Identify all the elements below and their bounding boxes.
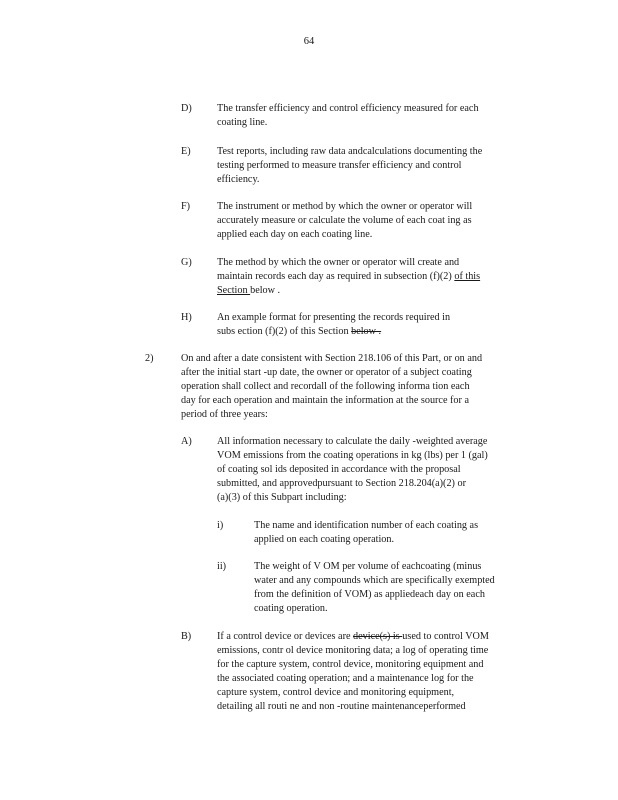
text-run: used to control VOM — [402, 631, 489, 642]
text-line: The weight of V OM per volume of eachcoating (minus — [254, 561, 482, 572]
text-line: accurately measure or calculate the volume of each coat ing as — [217, 215, 472, 226]
text-run: If a control device or devices are — [217, 631, 354, 642]
text-line: the associated coating operation; and a maintenance log for the — [217, 673, 474, 684]
text-line: after the initial start -up date, the owner or operator of a subject coating — [181, 367, 472, 378]
item-f — [217, 200, 527, 242]
text-line: operation shall collect and recordall of the following informa tion each — [181, 381, 470, 392]
item-label-2: 2) — [145, 353, 154, 364]
text-line: Test reports, including raw data andcalculations documenting the — [217, 146, 483, 157]
inserted-text: of this — [454, 271, 481, 282]
text-run: subs ection (f)(2) of this Section — [217, 326, 352, 337]
deleted-text: below . — [351, 326, 382, 337]
item-label-ii: ii) — [217, 561, 227, 572]
item-g — [217, 256, 537, 298]
item-a — [217, 435, 537, 505]
text-line: The transfer efficiency and control efficiency measured for each — [217, 103, 479, 114]
text-line: submitted, and approvedpursuant to Section 218.204(a)(2) or — [217, 478, 466, 489]
text-line: emissions, contr ol device monitoring data; a log of operating time — [217, 645, 489, 656]
text-line: applied each day on each coating line. — [217, 229, 373, 240]
text-line — [217, 270, 537, 284]
text-line — [217, 325, 527, 339]
text-line: period of three years: — [181, 409, 268, 420]
text-line: On and after a date consistent with Section 218.106 of this Part, or on and — [181, 353, 483, 364]
text-line: from the definition of VOM) as appliedeach day on each — [254, 589, 485, 600]
text-line: efficiency. — [217, 174, 260, 185]
text-line: of coating sol ids deposited in accordance with the proposal — [217, 464, 461, 475]
text-line: The name and identification number of each coating as — [254, 520, 479, 531]
item-label-f: F) — [181, 201, 191, 212]
item-label-e: E) — [181, 146, 191, 157]
inserted-text: Section — [217, 285, 251, 296]
text-line: detailing all routi ne and non -routine maintenanceperformed — [217, 701, 466, 712]
item-label-h: H) — [181, 312, 192, 323]
item-label-i: i) — [217, 520, 224, 531]
page-number: 64 — [303, 36, 315, 47]
item-b — [217, 630, 537, 714]
item-i — [254, 519, 534, 547]
item-label-a: A) — [181, 436, 192, 447]
text-run: maintain records each day as required in subsection (f)(2) — [217, 271, 452, 282]
text-run: below . — [250, 285, 281, 296]
item-ii — [254, 560, 539, 616]
text-line: applied on each coating operation. — [254, 534, 395, 545]
deleted-text: device(s) is — [353, 631, 403, 642]
item-label-d: D) — [181, 103, 192, 114]
text-line: All information necessary to calculate the daily -weighted average — [217, 436, 488, 447]
text-line: An example format for presenting the records required in — [217, 312, 451, 323]
text-line: coating operation. — [254, 603, 328, 614]
text-line: water and any compounds which are specifically exempted — [254, 575, 495, 586]
text-line: day for each operation and maintain the information at the source for a — [181, 395, 469, 406]
text-line: for the capture system, control device, monitoring equipment and — [217, 659, 484, 670]
text-line: VOM emissions from the coating operations in kg (lbs) per 1 (gal) — [217, 450, 488, 461]
text-line: capture system, control device and monitoring equipment, — [217, 687, 455, 698]
text-line — [217, 630, 537, 644]
text-line — [217, 284, 537, 298]
item-2 — [181, 352, 541, 422]
text-line: testing performed to measure transfer efficiency and control — [217, 160, 462, 171]
item-h — [217, 311, 527, 339]
item-e — [217, 145, 532, 187]
item-label-b: B) — [181, 631, 192, 642]
text-line: (a)(3) of this Subpart including: — [217, 492, 347, 503]
item-d — [217, 102, 527, 130]
text-line: coating line. — [217, 117, 268, 128]
text-line: The method by which the owner or operator will create and — [217, 257, 460, 268]
item-label-g: G) — [181, 257, 192, 268]
text-line: The instrument or method by which the owner or operator will — [217, 201, 473, 212]
